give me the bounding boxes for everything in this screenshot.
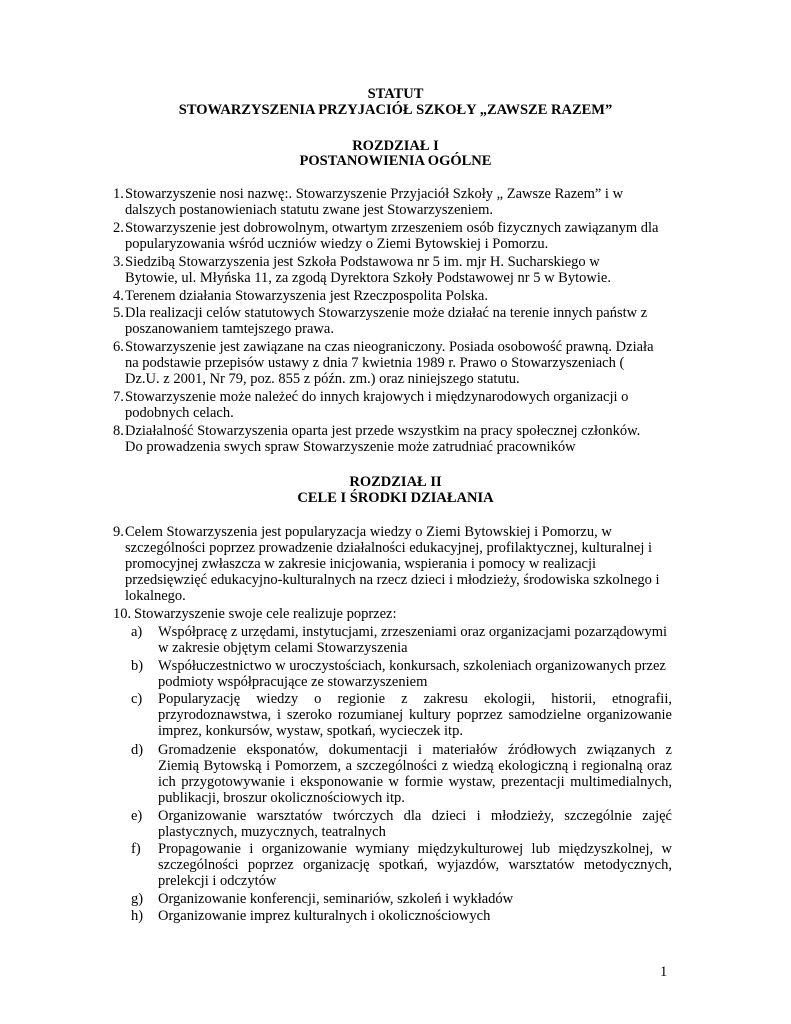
text-line: Stowarzyszenie może należeć do innych krajowych i międzynarodowych organizacji o <box>125 389 629 405</box>
text-line: podobnych celach. <box>125 405 234 421</box>
item-text <box>158 624 672 656</box>
text-line: Stowarzyszenie jest zawiązane na czas nieograniczony. Posiada osobowość prawną. Działa <box>125 339 654 355</box>
text-line: dalszych postanowieniach statutu zwane jest Stowarzyszeniem. <box>125 202 494 218</box>
text-line: Działalność Stowarzyszenia oparta jest przede wszystkim na pracy społecznej członków. <box>125 423 641 439</box>
item-number: f) <box>131 841 141 857</box>
item-number: e) <box>131 808 143 824</box>
text-line: imprez, konkursów, wystaw, spotkań, wycieczek itp. <box>158 723 463 739</box>
item-number: 5. <box>113 305 124 321</box>
item-text <box>125 288 625 304</box>
text-line: Siedzibą Stowarzyszenia jest Szkoła Podstawowa nr 5 im. mjr H. Sucharskiego w <box>125 254 600 270</box>
text-line: Dz.U. z 2001, Nr 79, poz. 855 z późn. zm.) oraz niniejszego statutu. <box>125 371 520 387</box>
item-number: c) <box>131 691 143 707</box>
text-line: Dla realizacji celów statutowych Stowarzyszenie może działać na terenie innych państw z <box>125 305 648 321</box>
item-text <box>158 808 672 840</box>
text-line: prelekcji i odczytów <box>158 873 277 889</box>
item-text <box>125 220 665 252</box>
chapter-1-subtitle: POSTANOWIENIA OGÓLNE <box>299 153 492 169</box>
chapter-2-subtitle: CELE I ŚRODKI DZIAŁANIA <box>297 490 494 506</box>
item-number: b) <box>131 658 144 674</box>
text-line: przyrodoznawstwa, i szeroko rozumianej kultury poprzez samodzielne organizowanie <box>158 707 672 723</box>
text-line: na podstawie przepisów ustawy z dnia 7 kwietnia 1989 r. Prawo o Stowarzyszeniach ( <box>125 355 625 371</box>
item-number: g) <box>131 891 144 907</box>
text-line: przedsięwzięć edukacyjno-kulturalnych na rzecz dzieci i młodzieży, środowiska szkolnego i <box>125 572 660 588</box>
text-line: Stowarzyszenie jest dobrowolnym, otwartym zrzeszeniem osób fizycznych zawiązanym dla <box>125 220 659 236</box>
text-line: Organizowanie warsztatów twórczych dla dzieci i młodzieży, szczególnie zajęć <box>158 808 672 824</box>
text-line: podmioty współpracujące ze stowarzyszeniem <box>158 674 428 690</box>
item-number: 2. <box>113 220 124 236</box>
item-text <box>125 186 645 218</box>
text-line: Propagowanie i organizowanie wymiany międzykulturowej lub międzyszkolnej, w <box>158 841 672 857</box>
chapter-2-title: ROZDZIAŁ II <box>349 474 442 490</box>
text-line: lokalnego. <box>125 588 186 604</box>
text-line: popularyzowania wśród uczniów wiedzy o Ziemi Bytowskiej i Pomorzu. <box>125 236 549 252</box>
item-number: 9. <box>113 524 124 540</box>
text-line: Do prowadzenia swych spraw Stowarzyszenie może zatrudniać pracowników <box>125 439 576 455</box>
item-text <box>125 524 665 604</box>
text-line: w zakresie objętym celami Stowarzyszenia <box>158 640 408 656</box>
item-text <box>134 606 534 622</box>
text-line: promocyjnej zwłaszcza w zakresie inicjowania, wspierania i pomocy w realizacji <box>125 556 597 572</box>
text-line: Stowarzyszenie nosi nazwę:. Stowarzyszenie Przyjaciół Szkoły „ Zawsze Razem” i w <box>125 186 624 202</box>
item-number: 3. <box>113 254 124 270</box>
text-line: Terenem działania Stowarzyszenia jest Rzeczpospolita Polska. <box>125 288 488 304</box>
item-number: 8. <box>113 423 124 439</box>
text-line: Popularyzację wiedzy o regionie z zakresu ekologii, historii, etnografii, <box>158 691 672 707</box>
statute-title: STATUT <box>367 86 424 102</box>
item-number: 7. <box>113 389 124 405</box>
item-text <box>158 658 672 690</box>
item-text <box>125 254 645 286</box>
item-text <box>125 339 665 387</box>
text-line: Bytowie, ul. Młyńska 11, za zgodą Dyrektora Szkoły Podstawowej nr 5 w Bytowie. <box>125 270 611 286</box>
text-line: Organizowanie imprez kulturalnych i okolicznościowych <box>158 908 491 924</box>
item-number: 1. <box>113 186 124 202</box>
text-line: Organizowanie konferencji, seminariów, szkoleń i wykładów <box>158 891 514 907</box>
item-text <box>158 742 672 806</box>
text-line: poszanowaniem tamtejszego prawa. <box>125 321 334 337</box>
item-number: h) <box>131 908 144 924</box>
item-text <box>125 423 665 455</box>
item-number: a) <box>131 624 143 640</box>
text-line: Celem Stowarzyszenia jest popularyzacja wiedzy o Ziemi Bytowskiej i Pomorzu, w <box>125 524 612 540</box>
text-line: publikacji, broszur okolicznościowych itp. <box>158 790 405 806</box>
association-name-heading: STOWARZYSZENIA PRZYJACIÓŁ SZKOŁY „ZAWSZE RAZEM” <box>178 102 613 118</box>
item-text <box>125 305 665 337</box>
item-text <box>158 908 672 924</box>
item-text <box>158 691 672 739</box>
text-line: Stowarzyszenie swoje cele realizuje poprzez: <box>134 606 397 622</box>
page-number: 1 <box>660 964 668 980</box>
text-line: plastycznych, muzycznych, teatralnych <box>158 824 386 840</box>
text-line: Współpracę z urzędami, instytucjami, zrzeszeniami oraz organizacjami pozarządowymi <box>158 624 668 640</box>
item-number: 4. <box>113 288 124 304</box>
text-line: ich przygotowywanie i eksponowanie w formie wystaw, prezentacji multimedialnych, <box>158 774 672 790</box>
text-line: Ziemią Bytowską i Pomorzem, a szczególności z wiedzą ekologiczną i regionalną oraz <box>158 758 672 774</box>
item-number: d) <box>131 742 144 758</box>
item-text <box>158 891 672 907</box>
item-number: 6. <box>113 339 124 355</box>
text-line: Gromadzenie eksponatów, dokumentacji i materiałów źródłowych związanych z <box>158 742 672 758</box>
text-line: szczególności poprzez organizację spotkań, wyjazdów, warsztatów metodycznych, <box>158 857 672 873</box>
chapter-1-title: ROZDZIAŁ I <box>352 138 439 154</box>
text-line: szczególności poprzez prowadzenie działalności edukacyjnej, profilaktycznej, kulturalnej i <box>125 540 653 556</box>
text-line: Współuczestnictwo w uroczystościach, konkursach, szkoleniach organizowanych przez <box>158 658 666 674</box>
item-text <box>158 841 672 889</box>
item-number: 10. <box>113 606 132 622</box>
item-text <box>125 389 645 421</box>
